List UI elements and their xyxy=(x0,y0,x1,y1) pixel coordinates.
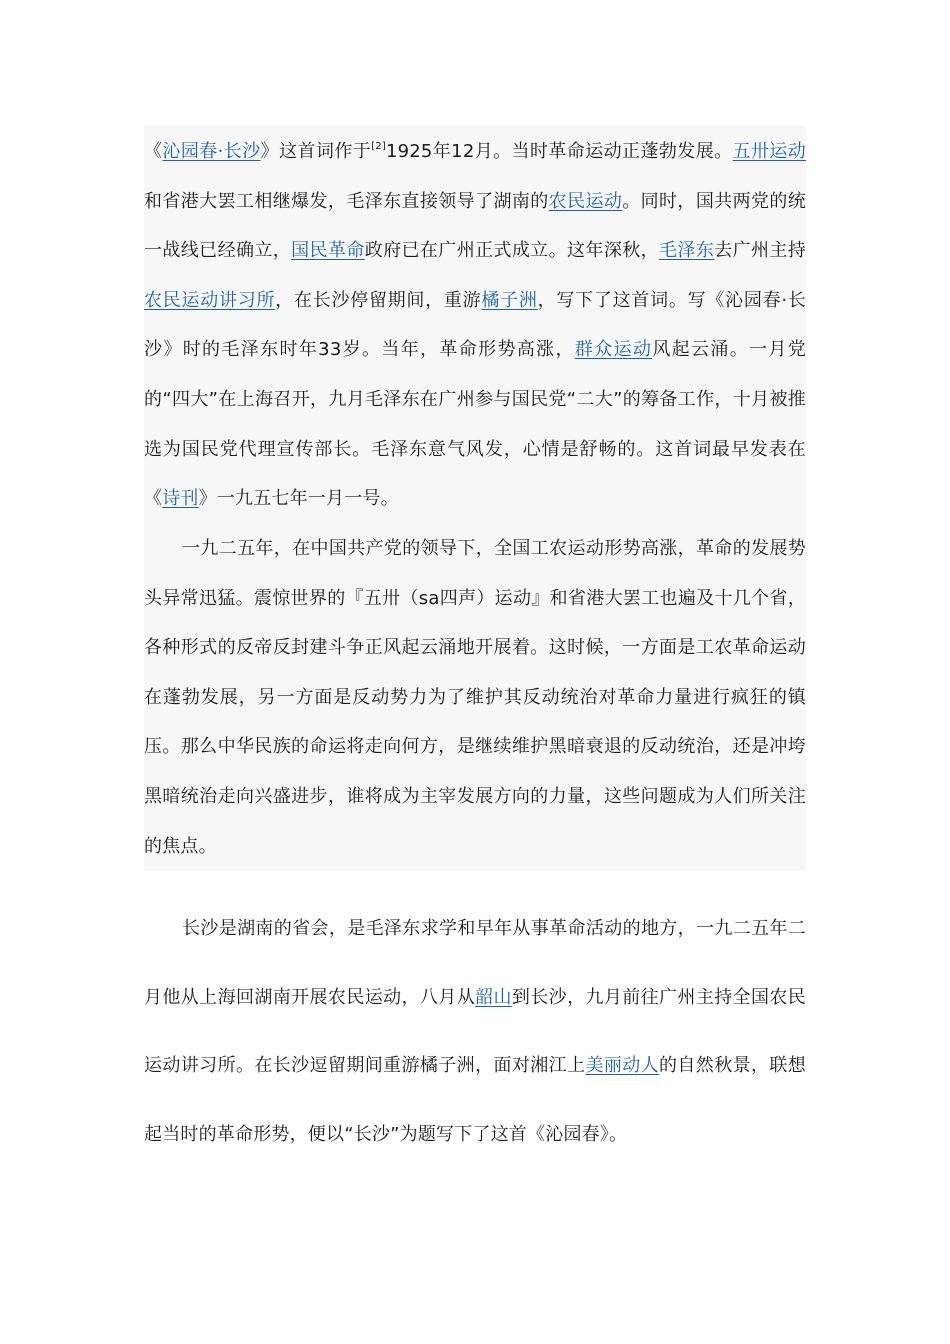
link-national-revolution[interactable]: 国民革命 xyxy=(291,240,365,262)
link-mass-movement[interactable]: 群众运动 xyxy=(574,339,653,361)
link-mao-zedong[interactable]: 毛泽东 xyxy=(659,240,715,262)
link-shaoshan[interactable]: 韶山 xyxy=(475,986,512,1008)
text-segment: 去广州主持 xyxy=(714,240,806,262)
text-segment: 风起云涌。一月党的“四大”在上海召开，九月毛泽东在广州参与国民党“二大”的筹备工作，十月被推选为国民党代理宣传部长。毛泽东意气风发，心情是舒畅的。这首词最早发表在《 xyxy=(144,339,806,510)
text-segment: 1925年12月。当时革命运动正蓬勃发展。 xyxy=(385,141,733,162)
text-segment: 》一九五七年一月一号。 xyxy=(198,488,399,510)
link-may-thirtieth-movement[interactable]: 五卅运动 xyxy=(732,141,806,162)
text-segment: 。同时，国共两党的统一战线已经确立， xyxy=(144,190,806,262)
link-peasant-movement-institute[interactable]: 农民运动讲习所 xyxy=(144,289,276,311)
text-segment: 《 xyxy=(144,141,163,162)
text-segment: ，在长沙停留期间，重游 xyxy=(275,289,482,311)
text-segment: 政府已在广州正式成立。这年深秋， xyxy=(364,240,660,262)
citation-superscript[interactable]: [2] xyxy=(371,141,386,152)
text-segment: 和省港大罢工相继爆发，毛泽东直接领导了湖南的 xyxy=(144,190,549,212)
paragraph-poem-background xyxy=(144,127,806,524)
text-segment: 到长沙，九月前往广州主持全国农民运动讲习所。在长沙逗留期间重游橘子洲，面对湘江上 xyxy=(144,986,806,1076)
paragraph-changsha-background xyxy=(144,895,806,1169)
link-peasant-movement[interactable]: 农民运动 xyxy=(548,190,623,212)
link-beautiful-moving[interactable]: 美丽动人 xyxy=(585,1055,660,1076)
link-shikan-journal[interactable]: 诗刊 xyxy=(162,488,199,510)
link-qinyuanchun-changsha[interactable]: 沁园春·长沙 xyxy=(162,141,261,162)
text-segment: 长沙是湖南的省会，是毛泽东求学和早年从事革命活动的地方，一九二五年二月他从上海回湖南开展农民运动，八月从 xyxy=(144,918,806,1008)
text-segment: 的自然秋景，联想起当时的革命形势，便以“长沙”为题写下了这首《沁园春》。 xyxy=(144,1055,806,1145)
text-segment: ，写下了这首词。写《沁园春·长沙》时的毛泽东时年33岁。当年，革命形势高涨， xyxy=(144,289,806,361)
link-orange-island[interactable]: 橘子洲 xyxy=(481,289,538,311)
text-segment: 一九二五年，在中国共产党的领导下，全国工农运动形势高涨，革命的发展势头异常迅猛。震惊世界的『五卅（sa四声）运动』和省港大罢工也遍及十几个省，各种形式的反帝反封建斗争正风起云涌地开展着。这时候，一方面是工农革命运动在蓬勃发展，另一方面是反动势力为了维护其反动统治对革命力量进行疯狂的镇压。那么中华民族的命运将走向何方，是继续维护黑暗衰退的反动统治，还是冲垮黑暗统治走向兴盛进步，谁将成为主宰发展方向的力量，这些问题成为人们所关注的焦点。 xyxy=(144,538,806,857)
text-segment: 》这首词作于 xyxy=(260,141,372,162)
paragraph-historical-context xyxy=(144,524,806,871)
